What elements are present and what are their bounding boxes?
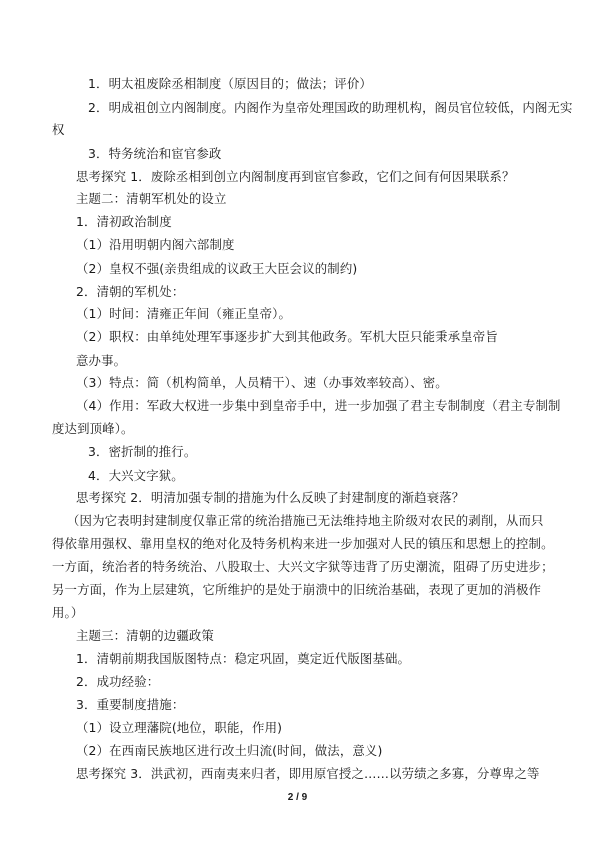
text-line: 1．清朝前期我国版图特点：稳定巩固，奠定近代版图基础。 xyxy=(76,651,411,666)
text-line: 1．明太祖废除丞相制度（原因目的；做法；评价） xyxy=(88,76,372,91)
text-line: （因为它表明封建制度仅靠正常的统治措施已无法维持地主阶级对农民的剥削，从而只 xyxy=(67,513,544,528)
section-heading: 主题二：清朝军机处的设立 xyxy=(76,191,227,206)
text-line: 4．大兴文字狱。 xyxy=(88,468,184,483)
text-line: （1）时间：清雍正年间（雍正皇帝）。 xyxy=(76,306,292,321)
text-line: （1）设立理藩院(地位，职能，作用) xyxy=(76,720,283,735)
text-line: （4）作用：军政大权进一步集中到皇帝手中，进一步加强了君主专制制度（君主专制制 xyxy=(76,398,561,413)
text-line: 权 xyxy=(52,122,65,137)
text-line: 度达到顶峰）。 xyxy=(52,421,134,436)
text-line: （2）职权：由单纯处理军事逐步扩大到其他政务。军机大臣只能秉承皇帝旨 xyxy=(76,329,498,344)
text-line: 思考探究 1．废除丞相到创立内阁制度再到宦官参政，它们之间有何因果联系？ xyxy=(76,169,515,184)
text-line: 1．清初政治制度 xyxy=(76,214,172,229)
text-line: 3．重要制度措施： xyxy=(76,697,185,712)
section-heading: 主题三：清朝的边疆政策 xyxy=(76,628,214,643)
text-line: 2．明成祖创立内阁制度。内阁作为皇帝处理国政的助理机构，阁员官位较低，内阁无实 xyxy=(88,100,573,115)
text-line: 思考探究 3．洪武初，西南夷来归者，即用原官授之……以劳绩之多寡，分尊卑之等 xyxy=(76,766,540,781)
text-line: 3．密折制的推行。 xyxy=(88,444,197,459)
text-line: 2．成功经验： xyxy=(76,674,160,689)
text-line: 得依靠用强权、靠用皇权的绝对化及特务机构来进一步加强对人民的镇压和思想上的控制。 xyxy=(52,536,554,551)
text-line: 思考探究 2．明清加强专制的措施为什么反映了封建制度的渐趋衰落？ xyxy=(76,490,465,505)
text-line: 另一方面，作为上层建筑，它所维护的是处于崩溃中的旧统治基础，表现了更加的消极作 xyxy=(52,582,542,597)
text-line: 意办事。 xyxy=(76,353,127,368)
page-number: 2 / 9 xyxy=(287,792,308,803)
text-line: （1）沿用明朝内阁六部制度 xyxy=(76,237,235,252)
text-line: （2）皇权不强(亲贵组成的议政王大臣会议的制约) xyxy=(76,261,358,276)
text-line: （2）在西南民族地区进行改土归流(时间，做法，意义) xyxy=(76,743,383,758)
text-line: 用。） xyxy=(52,605,84,620)
text-line: 3．特务统治和宦官参政 xyxy=(88,146,222,161)
text-line: 一方面，统治者的特务统治、八股取士、大兴文字狱等违背了历史潮流，阻碍了历史进步； xyxy=(52,559,554,574)
text-line: （3）特点：简（机构简单，人员精干）、速（办事效率较高）、密。 xyxy=(76,375,448,390)
text-line: 2．清朝的军机处： xyxy=(76,284,185,299)
